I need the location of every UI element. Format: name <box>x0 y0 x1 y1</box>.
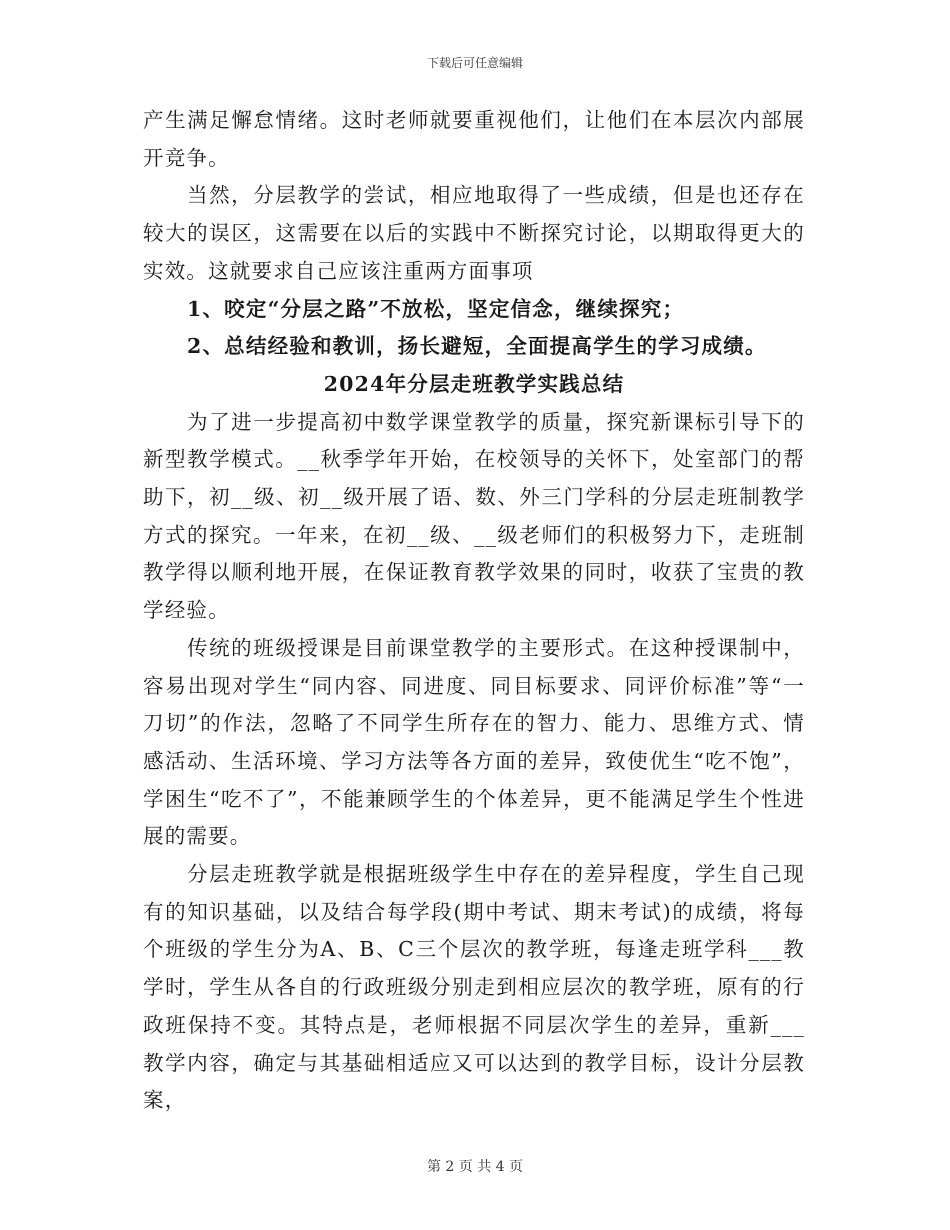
page-footer: 第 2 页 共 4 页 <box>426 1159 524 1175</box>
section-title: 2024年分层走班教学实践总结 <box>323 371 625 396</box>
bold-point-1: 1、咬定“分层之路”不放松，坚定信念，继续探究； <box>187 296 685 321</box>
paragraph-intro: 为了进一步提高初中数学课堂教学的质量，探究新课标引导下的新型教学模式。__秋季学年开始，在校领导的关怀下，处室部门的帮助下，初__级、初__级开展了语、数、外三门学科的分层走班制教学方式的探究。一年来，在初__级、__级老师们的积极努力下，走班制教学得以顺利地开展，在保证教育教学效果的同时，收获了宝贵的教学经验。 <box>143 409 805 623</box>
bold-point-2: 2、总结经验和教训，扬长避短，全面提高学生的学习成绩。 <box>187 334 767 359</box>
paragraph-layered-teaching: 分层走班教学就是根据班级学生中存在的差异程度，学生自己现有的知识基础，以及结合每学段(期中考试、期末考试)的成绩，将每个班级的学生分为A、B、C三个层次的教学班，每逢走班学科___教学时，学生从各自的行政班级分别走到相应层次的教学班，原有的行政班保持不变。其特点是，老师根据不同层次学生的差异，重新___教学内容，确定与其基础相适应又可以达到的教学目标，设计分层教案， <box>143 862 805 1113</box>
paragraph-continuation: 产生满足懈怠情绪。这时老师就要重视他们，让他们在本层次内部展开竞争。 <box>143 108 805 170</box>
paragraph-summary: 当然，分层教学的尝试，相应地取得了一些成绩，但是也还存在较大的误区，这需要在以后的实践中不断探究讨论，以期取得更大的实效。这就要求自己应该注重两方面事项 <box>143 183 805 283</box>
document-body <box>143 102 805 1120</box>
paragraph-traditional-teaching: 传统的班级授课是目前课堂教学的主要形式。在这种授课制中，容易出现对学生“同内容、同进度、同目标要求、同评价标准”等“一刀切”的作法，忽略了不同学生所存在的智力、能力、思维方式、情感活动、生活环境、学习方法等各方面的差异，致使优生“吃不饱”，学困生“吃不了”，不能兼顾学生的个体差异，更不能满足学生个性进展的需要。 <box>143 635 805 849</box>
page-header: 下载后可任意编辑 <box>426 56 523 70</box>
